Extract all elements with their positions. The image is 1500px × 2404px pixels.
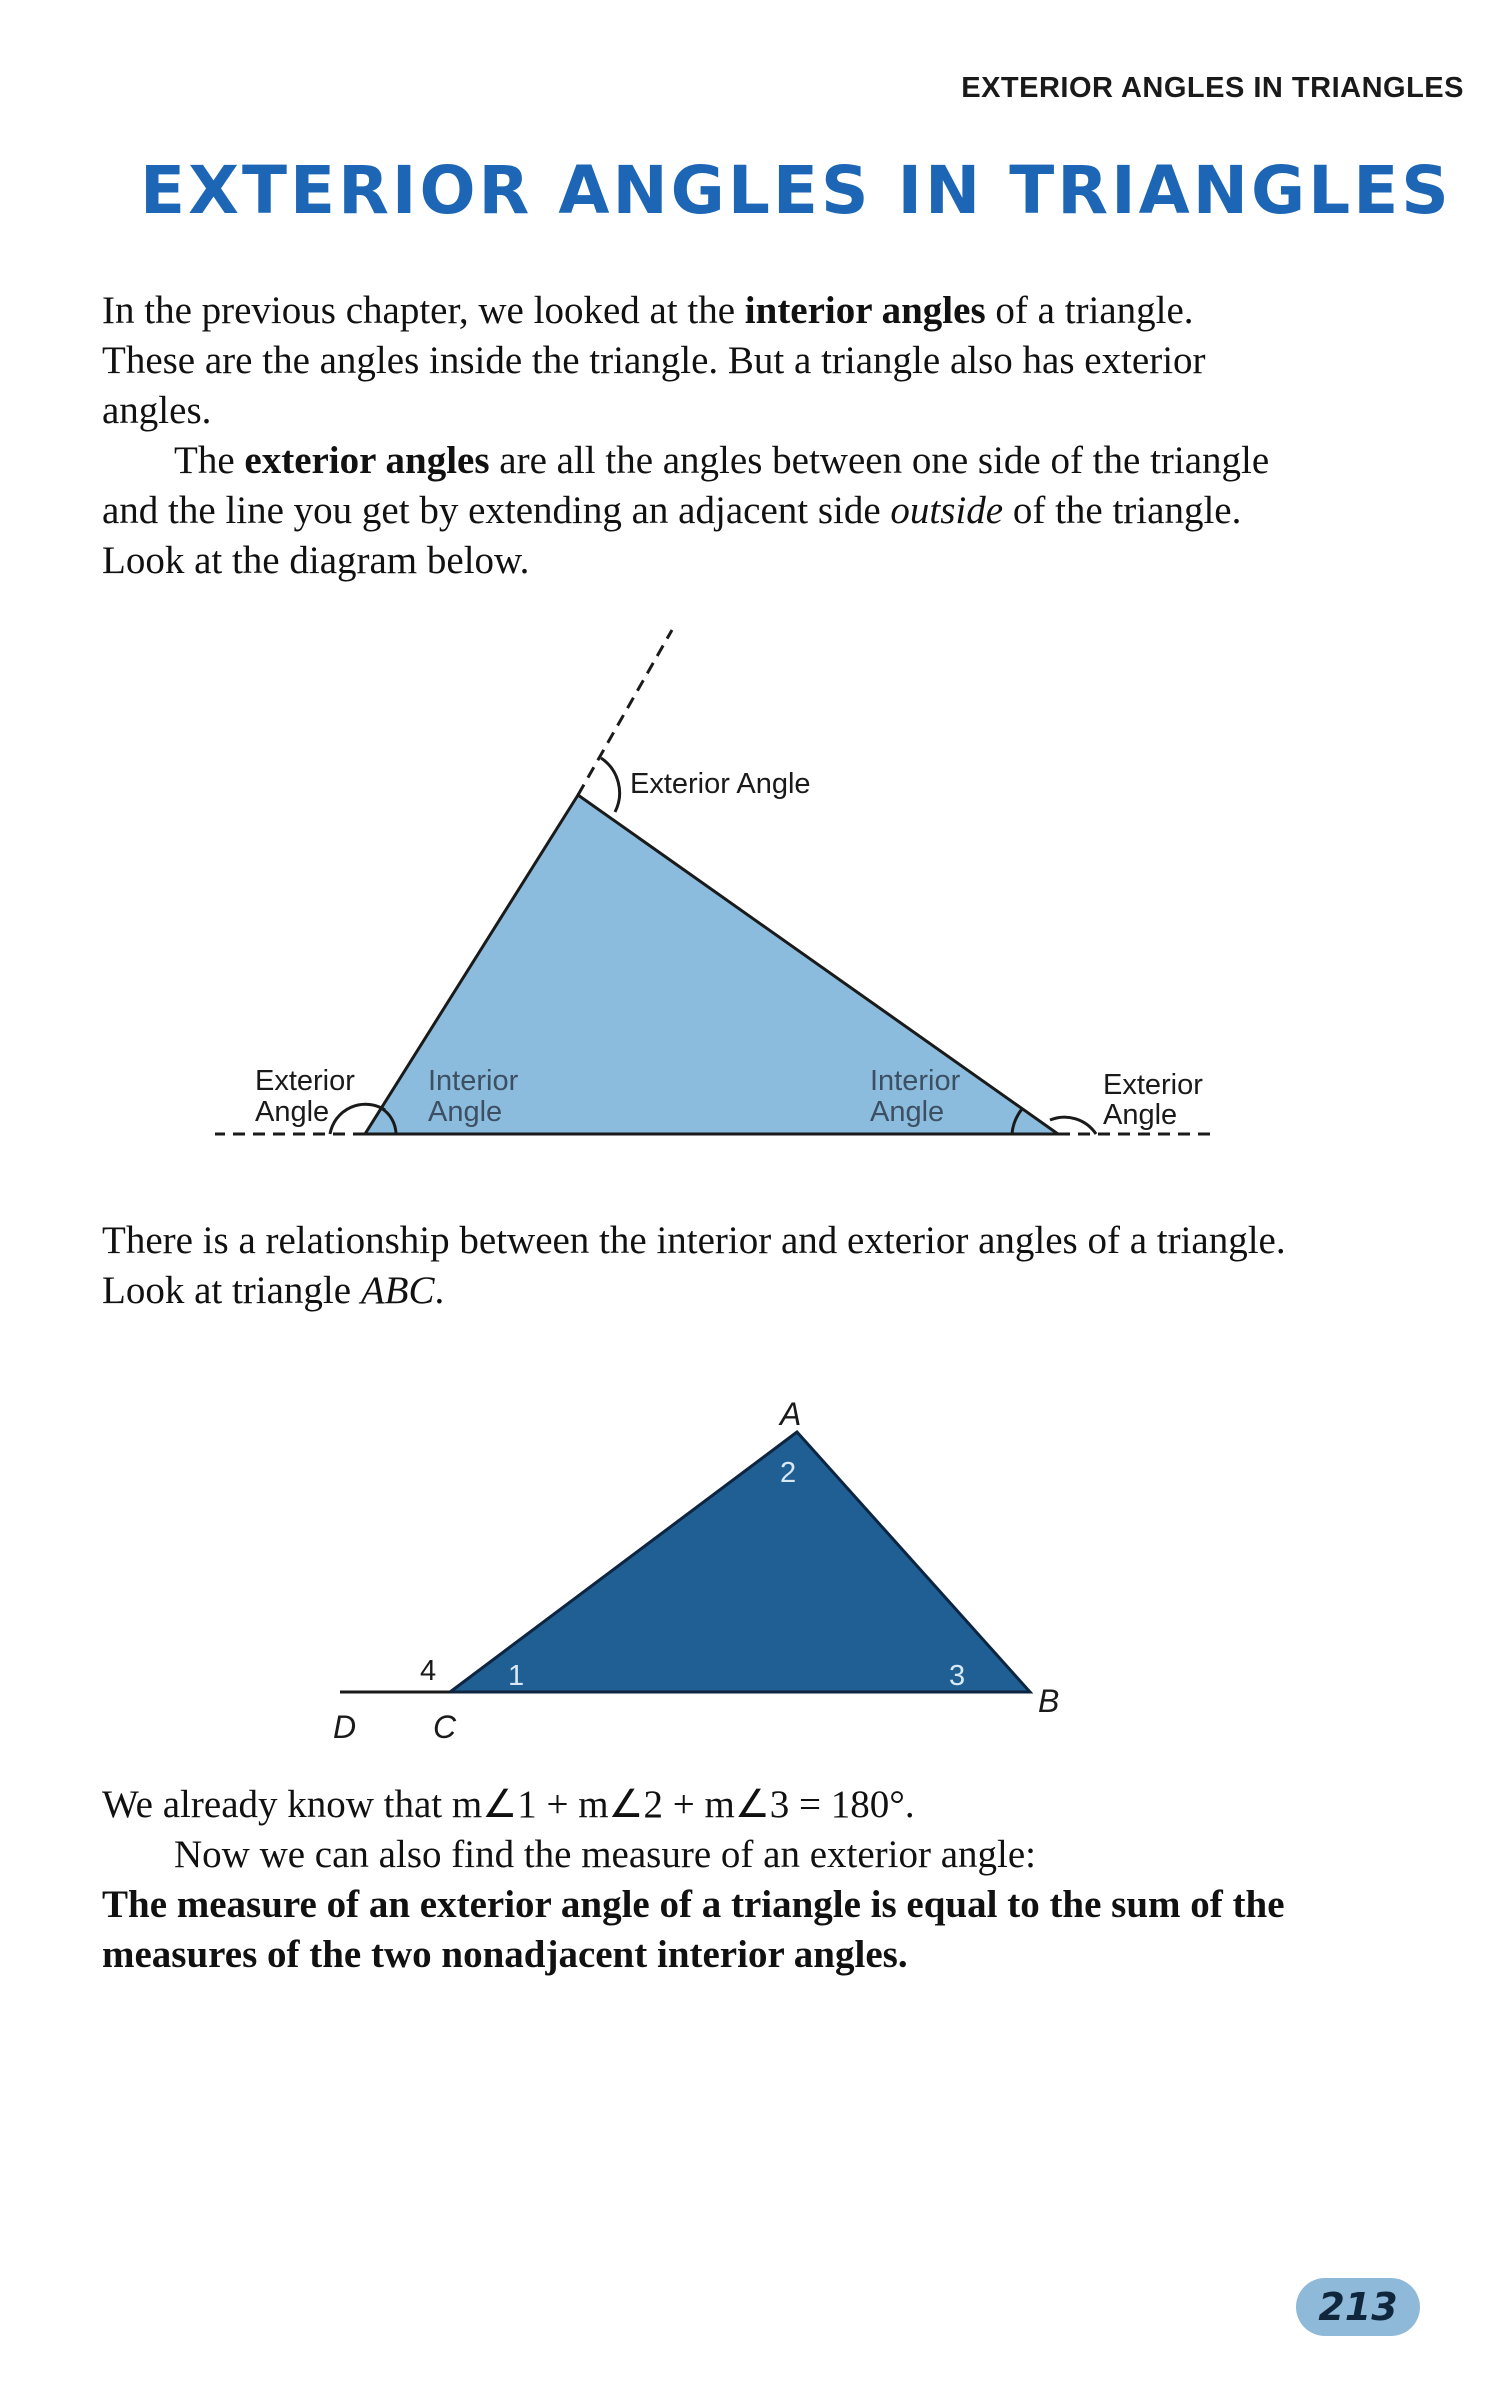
intro-text: In the previous chapter, we looked at the	[102, 289, 745, 332]
point-label-d: D	[333, 1709, 357, 1745]
known-sum-paragraph: We already know that m∠1 + m∠2 + m∠3 = 180°.	[102, 1783, 915, 1826]
term-exterior-angles: exterior angles	[244, 439, 490, 482]
label-interior-left-line2: Angle	[428, 1096, 503, 1128]
emphasis-outside: outside	[890, 489, 1004, 532]
label-interior-right-line1: Interior	[870, 1065, 961, 1097]
exterior-measure-paragraph: Now we can also find the measure of an exterior angle:	[174, 1833, 1036, 1876]
label-exterior-angle-top: Exterior Angle	[630, 768, 811, 800]
chapter-title: EXTERIOR ANGLES IN TRIANGLES	[140, 152, 1452, 229]
term-interior-angles: interior angles	[744, 289, 986, 332]
intro-text: are all the angles between one side of the triangle and the line you get by extending an adjacent side	[102, 439, 1270, 532]
label-interior-right-line2: Angle	[870, 1096, 945, 1128]
exterior-angle-theorem: The measure of an exterior angle of a triangle is equal to the sum of the measures of the two nonadjacent interior angles.	[102, 1883, 1285, 1976]
intro-text: of a triangle. These are the angles inside the triangle. But a triangle also has exterior angles.	[102, 289, 1206, 432]
angle-label-2: 2	[780, 1457, 797, 1489]
triangle-abc-shape	[450, 1432, 1030, 1692]
angle-label-1: 1	[508, 1660, 525, 1692]
intro-paragraph-1	[102, 286, 1292, 436]
intro-paragraph-2	[102, 436, 1292, 586]
vertex-label-b: B	[1038, 1683, 1060, 1719]
intro-text: of the triangle. Look at the diagram below.	[102, 489, 1242, 582]
angle-label-4: 4	[420, 1655, 437, 1687]
label-exterior-right-line2: Angle	[1103, 1099, 1178, 1131]
triangle-name: ABC	[360, 1269, 435, 1312]
vertex-label-a: A	[780, 1396, 802, 1432]
label-exterior-left-line1: Exterior	[255, 1065, 355, 1097]
intro-text: The	[174, 439, 245, 482]
exterior-angles-diagram	[0, 620, 1500, 1180]
angle-label-3: 3	[949, 1660, 966, 1692]
relationship-paragraph	[102, 1216, 1292, 1316]
triangle-abc-diagram	[0, 1360, 1500, 1745]
vertex-label-c: C	[433, 1709, 457, 1745]
label-interior-left-line1: Interior	[428, 1065, 519, 1097]
page-number: 213	[1318, 2285, 1398, 2329]
page-number-badge	[1296, 2278, 1420, 2336]
exterior-angle-arc-top	[601, 758, 620, 812]
running-head: EXTERIOR ANGLES IN TRIANGLES	[961, 72, 1464, 104]
relationship-text: .	[434, 1269, 445, 1312]
label-exterior-right-line1: Exterior	[1103, 1069, 1203, 1101]
relationship-text: There is a relationship between the interior and exterior angles of a triangle. Look at triangle	[102, 1219, 1286, 1312]
label-exterior-left-line2: Angle	[255, 1096, 330, 1128]
